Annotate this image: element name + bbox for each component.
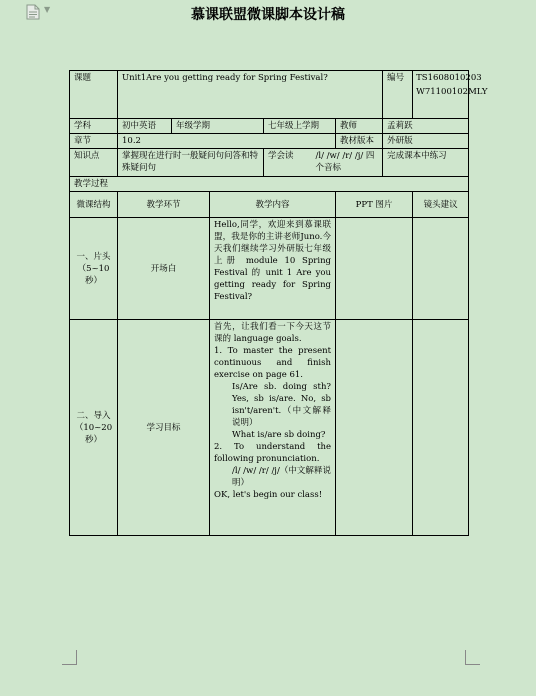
process-label: 教学过程	[70, 177, 469, 192]
page-corner-mark-left	[62, 650, 77, 665]
row1-content: Hello,同学，欢迎来到慕课联盟，我是你的主讲老师Juno.今天我们继续学习外研版七年级上册 module 10 Spring Festival 的 unit 1 Are you getting ready for Spring Festival?	[210, 218, 336, 320]
row2-stage: 学习目标	[118, 320, 210, 536]
teacher-value: 孟莉跃	[383, 119, 469, 134]
semester-value: 七年级上学期	[264, 119, 336, 134]
subject-value: 初中英语	[118, 119, 172, 134]
header-ppt: PPT 图片	[336, 192, 413, 218]
row2-content-line-6: /l/ /w/ /r/ /j/（中文解释说明）	[232, 466, 331, 488]
exercise-value: 完成课本中练习	[383, 149, 469, 177]
row1-camera	[413, 218, 469, 320]
pron-label: 学会读	[264, 149, 312, 177]
code-value	[413, 71, 488, 119]
course-value: Unit1Are you getting ready for Spring Festival?	[118, 71, 383, 119]
row2-content-line-2: 1. To master the present continuous and finish exercise on page 61.	[214, 346, 331, 380]
header-camera: 镜头建议	[413, 192, 469, 218]
chapter-value: 10.2	[118, 134, 336, 149]
course-label: 课题	[70, 71, 118, 119]
script-table	[69, 70, 488, 536]
row2-content-line-4: What is/are sb doing?	[232, 430, 326, 440]
pron-value: /l/ /w/ /r/ /j/ 四个音标	[312, 149, 383, 177]
row2-content-line-5: 2. To understand the following pronunciation.	[214, 442, 331, 464]
code-value-line-2: W71100102MLY	[416, 87, 488, 97]
code-value-line-1: TS1608010203	[416, 73, 482, 83]
subject-label: 学科	[70, 119, 118, 134]
page-corner-mark-right	[465, 650, 480, 665]
knowledge-label: 知识点	[70, 149, 118, 177]
document-title: 慕课联盟微课脚本设计稿	[191, 7, 345, 23]
row1-stage: 开场白	[118, 218, 210, 320]
dropdown-arrow-icon[interactable]: ▼	[44, 5, 51, 14]
row2-content	[210, 320, 336, 536]
teacher-label: 教师	[336, 119, 383, 134]
row1-structure: 一、片头（5~10秒）	[70, 218, 118, 320]
row2-content-line-7: OK, let's begin our class!	[214, 490, 323, 500]
row2-structure: 二、导入（10~20秒）	[70, 320, 118, 536]
row2-camera	[413, 320, 469, 536]
row2-content-line-1: 首先，让我们看一下今天这节课的 language goals.	[214, 322, 331, 344]
edition-value: 外研版	[383, 134, 469, 149]
row1-ppt	[336, 218, 413, 320]
code-label: 编号	[383, 71, 413, 119]
semester-label: 年级学期	[172, 119, 264, 134]
header-structure: 微课结构	[70, 192, 118, 218]
knowledge-value: 掌握现在进行时一般疑问句问答和特殊疑问句	[118, 149, 264, 177]
chapter-label: 章节	[70, 134, 118, 149]
row2-content-line-3: Is/Are sb. doing sth? Yes, sb is/are. No, sb isn't/aren't.（中文解释说明）	[232, 382, 331, 428]
row2-ppt	[336, 320, 413, 536]
header-stage: 教学环节	[118, 192, 210, 218]
edition-label: 教材版本	[336, 134, 383, 149]
header-content: 教学内容	[210, 192, 336, 218]
